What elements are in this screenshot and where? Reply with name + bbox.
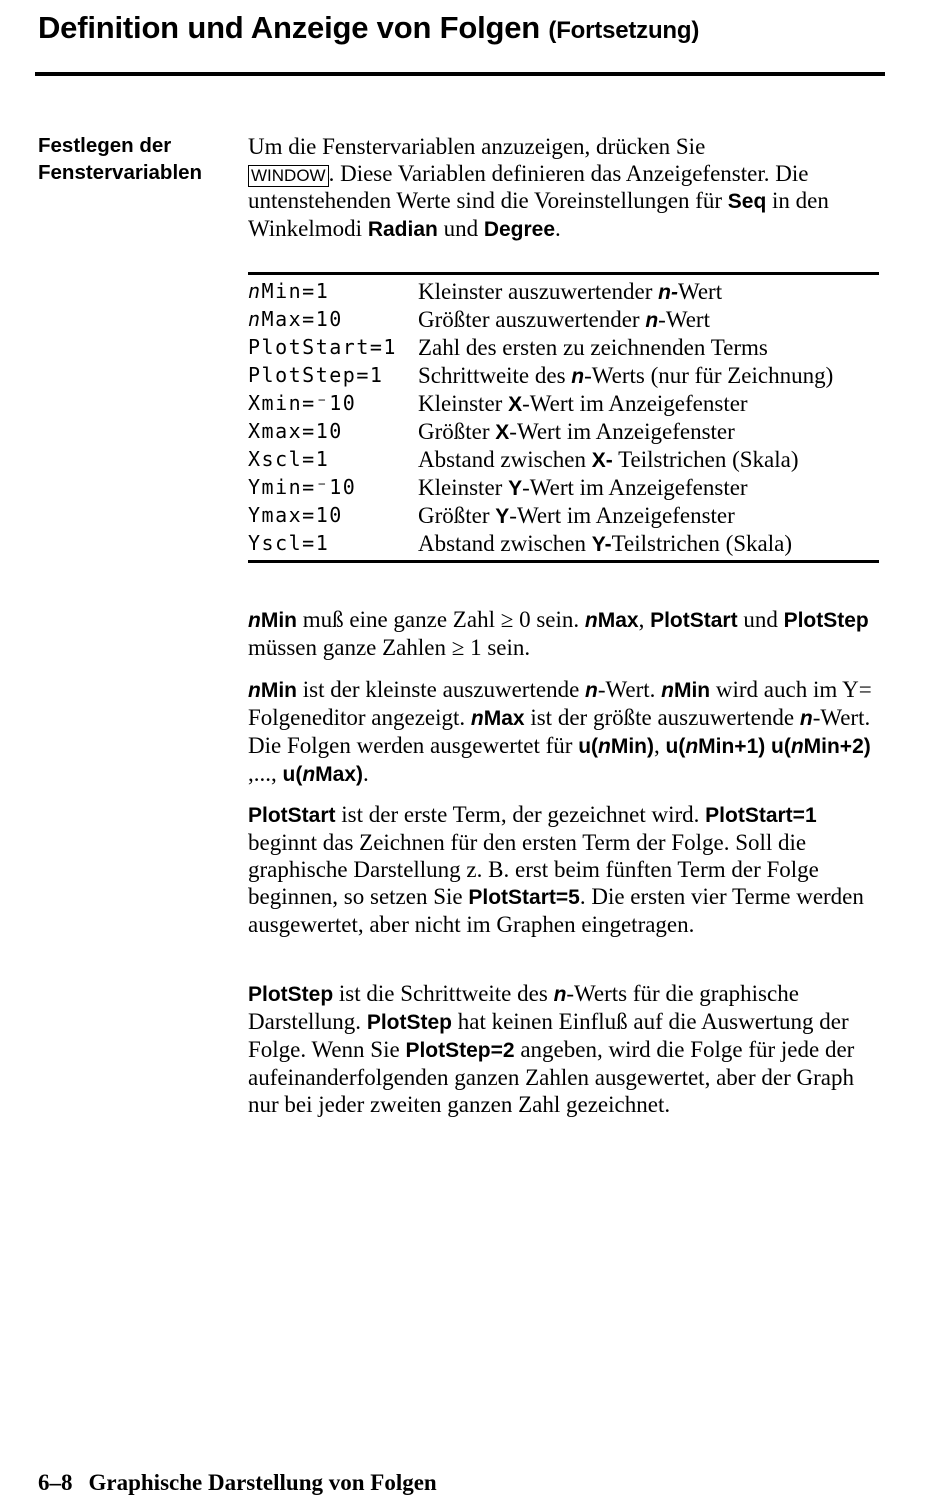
header-rule (35, 72, 885, 76)
radian-term: Radian (367, 218, 438, 241)
table-row (248, 362, 879, 390)
variable-name: Xmin=⁻10 (248, 391, 357, 415)
variable-name: Xscl=1 (248, 447, 330, 471)
paragraph-plotstep: PlotStep ist die Schrittweite des n-Werts für die graphische Darstellung. PlotStep hat keinen Einfluß auf die Auswertung der Folge. Wenn Sie PlotStep=2 angeben, wird die Folge für jede der aufeinanderfolgenden ganzen Zahlen ausgewertet, aber der Graph nur bei jeder zweiten ganzen Zahl gezeichnet. (248, 981, 855, 1117)
table-row (248, 474, 879, 502)
page-footer (38, 1470, 437, 1496)
table-row (248, 278, 879, 306)
intro-text: . (555, 216, 561, 241)
variable-description: Zahl des ersten zu zeichnenden Terms (418, 335, 768, 360)
variable-name: Ymax=10 (248, 503, 343, 527)
degree-term: Degree (483, 218, 556, 241)
variable-description: Abstand zwischen Y-Teilstrichen (Skala) (418, 531, 792, 556)
variable-name: PlotStep=1 (248, 363, 384, 387)
intro-paragraph (248, 133, 873, 243)
variable-description: Kleinster Y-Wert im Anzeigefenster (418, 475, 748, 500)
intro-text: . Diese Variablen definieren das Anzeigefenster. Die untenstehenden Werte sind die Voreinstellungen für (248, 161, 809, 213)
table-row (248, 334, 879, 362)
table-row (248, 390, 879, 418)
table-row (248, 502, 879, 530)
paragraph-nmin-range: nMin muß eine ganze Zahl ≥ 0 sein. nMax, PlotStart und PlotStep müssen ganze Zahlen ≥ 1 sein. (248, 607, 869, 660)
table-row (248, 306, 879, 334)
table-row (248, 418, 879, 446)
variable-description: Kleinster X-Wert im Anzeigefenster (418, 391, 748, 416)
intro-text: Um die Fenstervariablen anzuzeigen, drücken Sie (248, 134, 706, 159)
variable-description: Schrittweite des n-Werts (nur für Zeichnung) (418, 363, 834, 388)
section-heading-line1: Festlegen der (38, 134, 172, 157)
table-row (248, 530, 879, 558)
section-heading-line2: Fenstervariablen (38, 161, 203, 184)
title-subtitle: (Fortsetzung) (548, 17, 700, 44)
variable-description: Größter Y-Wert im Anzeigefenster (418, 503, 735, 528)
chapter-title: Graphische Darstellung von Folgen (88, 1470, 437, 1495)
paragraph-nmin-nmax: nMin ist der kleinste auszuwertende n-Wert. nMin wird auch im Y= Folgeneditor angezeigt. nMax ist der größte auszuwertende n-Wert. Die Folgen werden ausgewertet für u(nMin), u(nMin+1) u(nMin+2) ,..., u(nMax). (248, 677, 872, 786)
paragraph-plotstart: PlotStart ist der erste Term, der gezeichnet wird. PlotStart=1 beginnt das Zeichnen für den ersten Term der Folge. Soll die graphische Darstellung z. B. erst beim fünften Term der Folge beginnen, so setzen Sie PlotStart=5. Die ersten vier Terme werden ausgewertet, aber nicht im Graphen eingetragen. (248, 802, 864, 937)
variable-description: Kleinster auszuwertender n-Wert (418, 279, 723, 304)
title-main: Definition und Anzeige von Folgen (38, 10, 540, 45)
table-row (248, 446, 879, 474)
intro-text: in den Winkelmodi (248, 188, 829, 241)
variable-name: Ymin=⁻10 (248, 475, 357, 499)
window-variables-table (248, 272, 879, 563)
variable-name: nMin=1 (248, 279, 330, 303)
variable-name: Xmax=10 (248, 419, 343, 443)
variable-name: PlotStart=1 (248, 335, 397, 359)
page-number: 6–8 (38, 1470, 73, 1495)
window-key: WINDOW (248, 165, 329, 187)
seq-term: Seq (727, 190, 767, 213)
intro-text: und (437, 216, 484, 241)
page-title (38, 10, 699, 46)
variable-description: Größter X-Wert im Anzeigefenster (418, 419, 735, 444)
section-heading (38, 132, 202, 186)
variable-description: Größter auszuwertender n-Wert (418, 307, 710, 332)
variable-description: Abstand zwischen X- Teilstrichen (Skala) (418, 447, 799, 472)
variable-name: nMax=10 (248, 307, 343, 331)
variable-name: Yscl=1 (248, 531, 330, 555)
